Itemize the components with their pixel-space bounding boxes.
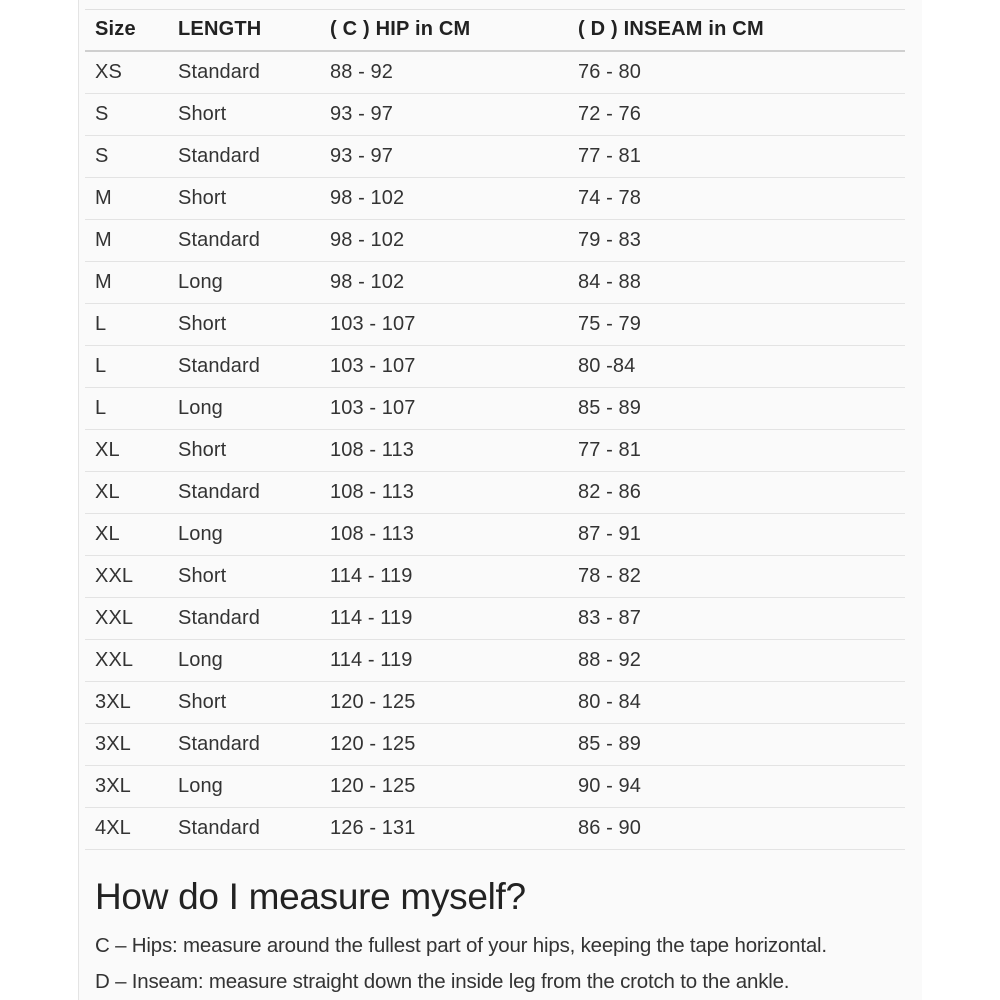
table-cell: Long	[178, 766, 330, 808]
table-cell: 108 - 113	[330, 472, 578, 514]
measure-note-hips: C – Hips: measure around the fullest part of your hips, keeping the tape horizontal.	[95, 934, 827, 957]
table-cell: 86 - 90	[578, 808, 905, 850]
table-cell: 82 - 86	[578, 472, 905, 514]
table-cell: 84 - 88	[578, 262, 905, 304]
table-cell: 72 - 76	[578, 94, 905, 136]
table-row	[85, 640, 905, 682]
table-cell: XXL	[85, 598, 178, 640]
size-chart-table	[85, 9, 905, 850]
table-cell: XXL	[85, 640, 178, 682]
table-cell: 85 - 89	[578, 388, 905, 430]
table-cell: 114 - 119	[330, 640, 578, 682]
table-cell: 3XL	[85, 724, 178, 766]
table-cell: Short	[178, 304, 330, 346]
table-row	[85, 808, 905, 850]
table-cell: 83 - 87	[578, 598, 905, 640]
table-cell: 77 - 81	[578, 430, 905, 472]
table-cell: Short	[178, 682, 330, 724]
table-cell: M	[85, 178, 178, 220]
table-cell: 93 - 97	[330, 94, 578, 136]
table-cell: Short	[178, 430, 330, 472]
size-guide-panel	[78, 0, 922, 1000]
table-cell: 108 - 113	[330, 430, 578, 472]
table-cell: S	[85, 136, 178, 178]
column-header: ( C ) HIP in CM	[330, 10, 578, 52]
table-cell: 78 - 82	[578, 556, 905, 598]
table-cell: M	[85, 262, 178, 304]
table-cell: 98 - 102	[330, 178, 578, 220]
column-header: Size	[85, 10, 178, 52]
table-cell: 126 - 131	[330, 808, 578, 850]
table-row	[85, 430, 905, 472]
table-row	[85, 724, 905, 766]
table-cell: 76 - 80	[578, 51, 905, 94]
table-cell: 75 - 79	[578, 304, 905, 346]
table-cell: 3XL	[85, 766, 178, 808]
table-row	[85, 598, 905, 640]
table-cell: 103 - 107	[330, 388, 578, 430]
measure-note-inseam: D – Inseam: measure straight down the inside leg from the crotch to the ankle.	[95, 970, 790, 993]
table-cell: 114 - 119	[330, 556, 578, 598]
table-cell: 87 - 91	[578, 514, 905, 556]
table-row	[85, 388, 905, 430]
table-cell: 120 - 125	[330, 766, 578, 808]
table-cell: XS	[85, 51, 178, 94]
table-cell: 88 - 92	[578, 640, 905, 682]
table-cell: M	[85, 220, 178, 262]
table-cell: 108 - 113	[330, 514, 578, 556]
table-row	[85, 556, 905, 598]
table-cell: Standard	[178, 598, 330, 640]
table-row	[85, 514, 905, 556]
table-cell: XL	[85, 514, 178, 556]
table-cell: 3XL	[85, 682, 178, 724]
table-cell: 90 - 94	[578, 766, 905, 808]
table-cell: Standard	[178, 472, 330, 514]
table-cell: XL	[85, 472, 178, 514]
table-cell: Standard	[178, 724, 330, 766]
table-cell: 98 - 102	[330, 262, 578, 304]
table-cell: Standard	[178, 346, 330, 388]
table-row	[85, 94, 905, 136]
table-cell: Short	[178, 178, 330, 220]
table-row	[85, 682, 905, 724]
table-cell: Long	[178, 388, 330, 430]
table-row	[85, 766, 905, 808]
table-row	[85, 178, 905, 220]
table-cell: 80 - 84	[578, 682, 905, 724]
table-cell: Standard	[178, 51, 330, 94]
table-cell: L	[85, 304, 178, 346]
table-cell: Long	[178, 640, 330, 682]
table-cell: 74 - 78	[578, 178, 905, 220]
table-cell: L	[85, 346, 178, 388]
table-cell: 103 - 107	[330, 346, 578, 388]
table-row	[85, 51, 905, 94]
table-cell: S	[85, 94, 178, 136]
table-cell: 80 -84	[578, 346, 905, 388]
table-cell: Short	[178, 556, 330, 598]
table-row	[85, 472, 905, 514]
column-header: LENGTH	[178, 10, 330, 52]
table-cell: 103 - 107	[330, 304, 578, 346]
table-cell: 98 - 102	[330, 220, 578, 262]
table-row	[85, 346, 905, 388]
table-row	[85, 262, 905, 304]
size-chart-body	[85, 51, 905, 850]
column-header: ( D ) INSEAM in CM	[578, 10, 905, 52]
table-cell: 77 - 81	[578, 136, 905, 178]
table-cell: 93 - 97	[330, 136, 578, 178]
table-cell: Long	[178, 514, 330, 556]
table-cell: Standard	[178, 220, 330, 262]
table-cell: 88 - 92	[330, 51, 578, 94]
size-chart-header-row	[85, 10, 905, 52]
table-cell: 4XL	[85, 808, 178, 850]
table-cell: 79 - 83	[578, 220, 905, 262]
table-cell: Standard	[178, 808, 330, 850]
size-chart-head	[85, 10, 905, 52]
table-row	[85, 136, 905, 178]
table-cell: L	[85, 388, 178, 430]
table-cell: Short	[178, 94, 330, 136]
table-cell: XL	[85, 430, 178, 472]
table-row	[85, 304, 905, 346]
table-cell: XXL	[85, 556, 178, 598]
table-cell: Long	[178, 262, 330, 304]
table-cell: 114 - 119	[330, 598, 578, 640]
table-cell: 120 - 125	[330, 682, 578, 724]
table-cell: 85 - 89	[578, 724, 905, 766]
table-cell: Standard	[178, 136, 330, 178]
table-cell: 120 - 125	[330, 724, 578, 766]
table-row	[85, 220, 905, 262]
measure-heading: How do I measure myself?	[95, 876, 526, 917]
